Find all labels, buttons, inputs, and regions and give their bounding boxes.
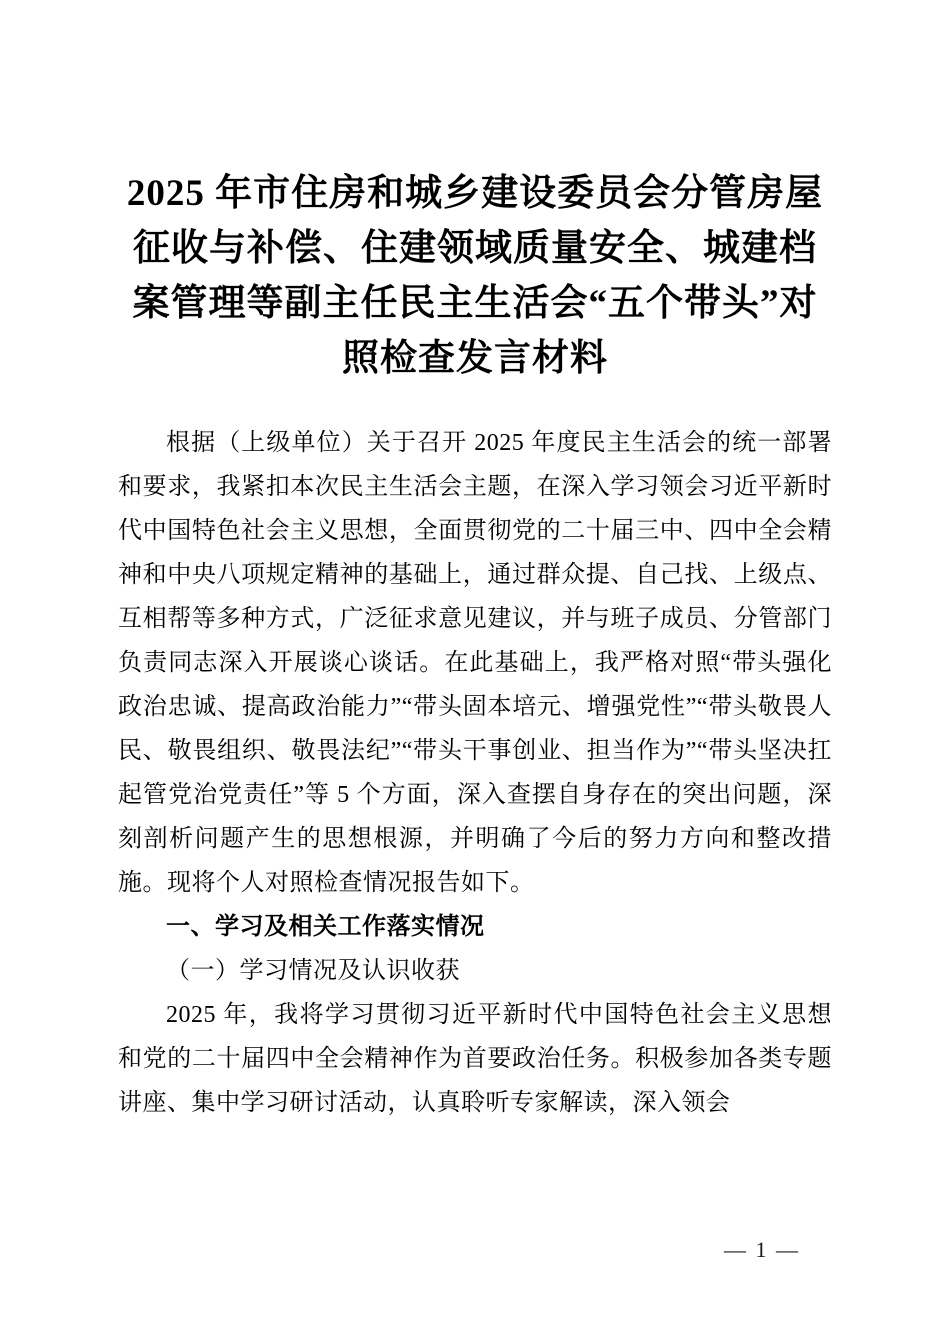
document-title: 2025 年市住房和城乡建设委员会分管房屋征收与补偿、住建领域质量安全、城建档案管理等副主任民主生活会“五个带头”对照检查发言材料 bbox=[126, 173, 824, 379]
paragraph-introduction: 根据（上级单位）关于召开 2025 年度民主生活会的统一部署和要求，我紧扣本次民主生活会主题，在深入学习领会习近平新时代中国特色社会主义思想，全面贯彻党的二十届三中、四中全会精神和中央八项规定精神的基础上，通过群众提、自己找、上级点、互相帮等多种方式，广泛征求意见建议，并与班子成员、分管部门负责同志深入开展谈心谈话。在此基础上，我严格对照“带头强化政治忠诚、提高政治能力”“带头固本培元、增强党性”“带头敬畏人民、敬畏组织、敬畏法纪”“带头干事创业、担当作为”“带头坚决扛起管党治党责任”等 5 个方面，深入查摆自身存在的突出问题，深刻剖析问题产生的思想根源，并明确了今后的努力方向和整改措施。现将个人对照检查情况报告如下。 bbox=[118, 430, 832, 896]
paragraph-study-situation: 2025 年，我将学习贯彻习近平新时代中国特色社会主义思想和党的二十届四中全会精神作为首要政治任务。积极参加各类专题讲座、集中学习研讨活动，认真聆听专家解读，深入领会 bbox=[118, 1002, 832, 1116]
document-content bbox=[0, 166, 950, 1125]
page-number: — 1 — bbox=[724, 1237, 800, 1262]
subsection-heading-study-gains: （一）学习情况及认识收获 bbox=[166, 958, 460, 984]
section-heading-study-implementation: 一、学习及相关工作落实情况 bbox=[166, 913, 485, 940]
